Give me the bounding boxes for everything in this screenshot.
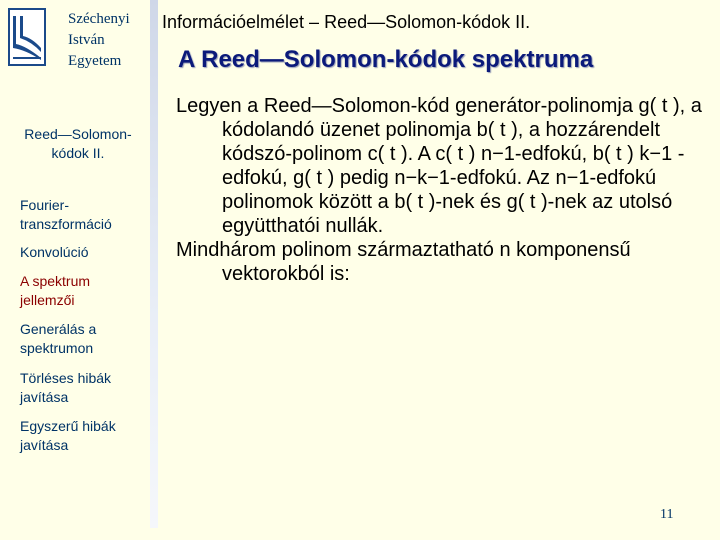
body-paragraph-1: Legyen a Reed—Solomon-kód generátor-polinomja g( t ), a kódolandó üzenet polinomja b( t ), a hozzárendelt kódszó-polinom c( t ). A c( t ) n−1-edfokú, b( t ) k−1 -edfokú, g( t ) pedig n−k−1-edfokú. Az n−1-edfokú polinomok között a b( t )-nek és g( t )-nek az utolsó együtthatói nullák. xyxy=(176,95,702,237)
university-logo-icon xyxy=(8,8,46,66)
slide-body xyxy=(176,94,706,286)
nav-item-spektrum-jellemzoi[interactable]: A spektrum jellemzői xyxy=(20,273,91,308)
university-name xyxy=(68,9,130,72)
page-number: 11 xyxy=(660,507,674,522)
nav-item-torleses-hibak[interactable]: Törléses hibák javítása xyxy=(20,370,112,405)
course-header: Információelmélet – Reed—Solomon-kódok II. xyxy=(162,12,531,32)
university-name-line1: Széchenyi xyxy=(68,11,130,27)
university-name-line3: Egyetem xyxy=(68,53,122,69)
divider-bar xyxy=(150,0,158,528)
nav-item-egyszeru-hibak[interactable]: Egyszerű hibák javítása xyxy=(20,418,116,453)
nav-item-fourier[interactable]: Fourier-transzformáció xyxy=(20,197,112,232)
slide-title: A Reed—Solomon-kódok spektruma xyxy=(178,46,594,73)
nav-item-reed-solomon[interactable]: Reed—Solomon-kódok II. xyxy=(24,126,132,161)
body-paragraph-2: Mindhárom polinom származtatható n komponensű vektorokból is: xyxy=(176,239,631,285)
nav-item-generalas[interactable]: Generálás a spektrumon xyxy=(20,321,97,356)
nav-item-konvolucio[interactable]: Konvolúció xyxy=(20,244,89,260)
university-name-line2: István xyxy=(68,32,105,48)
